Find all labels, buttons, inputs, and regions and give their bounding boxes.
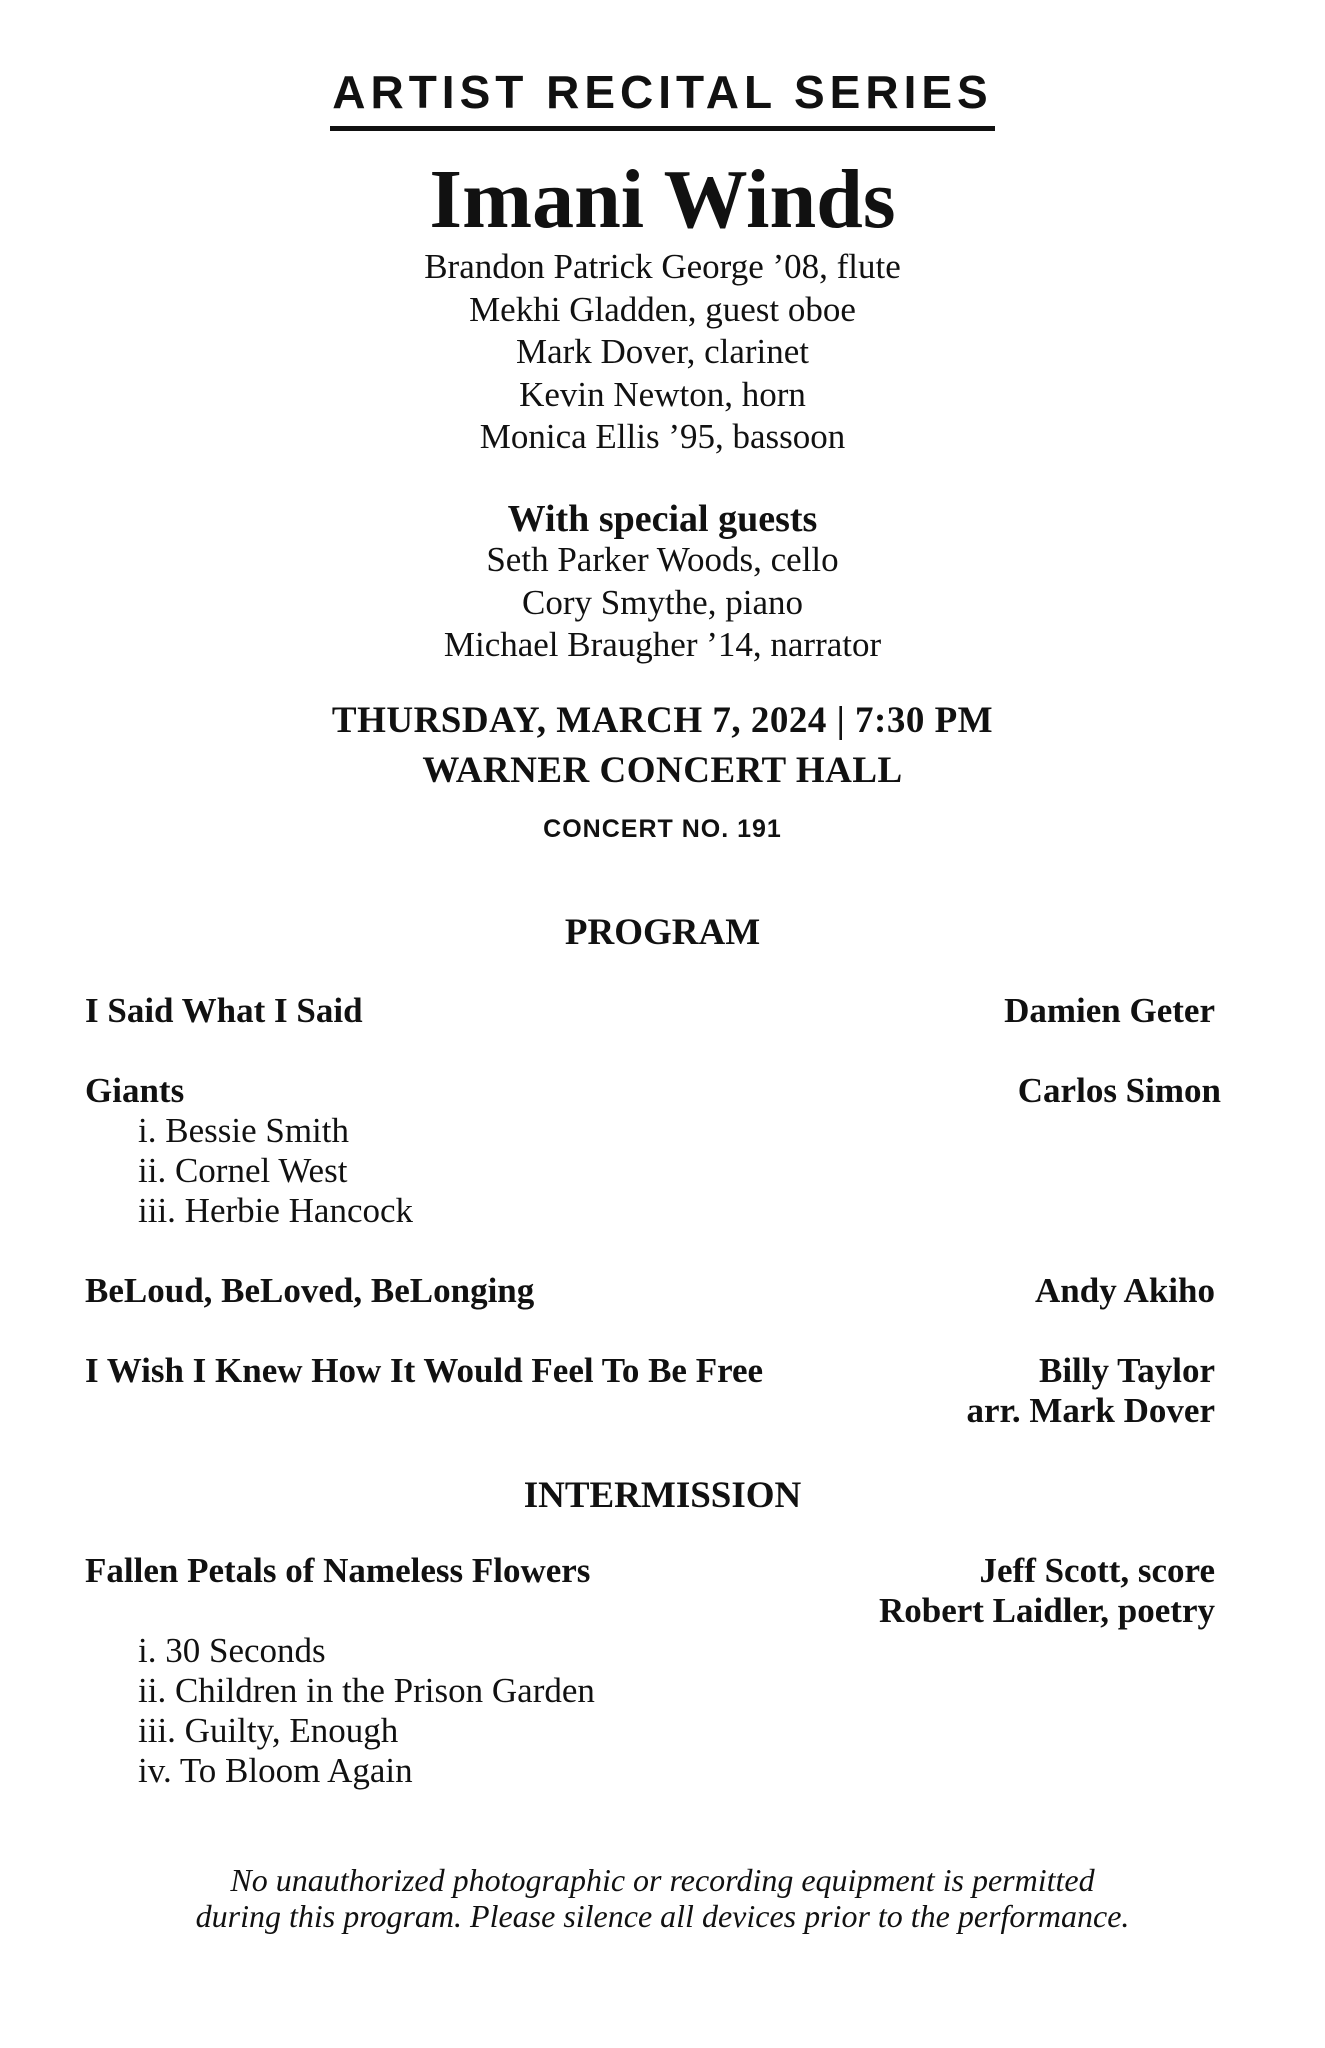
member-list xyxy=(0,246,1325,459)
member-item: Mekhi Gladden, guest oboe xyxy=(469,289,856,329)
notice-line: during this program. Please silence all devices prior to the performance. xyxy=(195,1898,1130,1934)
member-item: Mark Dover, clarinet xyxy=(515,332,810,371)
work-title: BeLoud, BeLoved, BeLonging xyxy=(85,1271,535,1310)
movement-item: iii. Herbie Hancock xyxy=(138,1191,414,1230)
composer-line: Billy Taylor xyxy=(1038,1351,1215,1390)
composer-line: Robert Laidler, poetry xyxy=(878,1591,1215,1630)
guest-item: Seth Parker Woods, cello xyxy=(486,540,839,579)
movement-item: ii. Children in the Prison Garden xyxy=(138,1671,595,1710)
event-date-time: THURSDAY, MARCH 7, 2024 | 7:30 PM xyxy=(331,700,994,741)
work-title: Giants xyxy=(85,1071,185,1110)
composer-line: Jeff Scott, score xyxy=(979,1551,1215,1590)
intermission-heading: INTERMISSION xyxy=(523,1475,802,1516)
program-heading: PROGRAM xyxy=(564,912,761,953)
member-item: Kevin Newton, horn xyxy=(519,374,806,414)
guest-item: Michael Braugher ’14, narrator xyxy=(443,625,882,664)
composer-line: arr. Mark Dover xyxy=(966,1391,1215,1430)
member-item: Monica Ellis ’95, bassoon xyxy=(479,417,846,456)
movement-item: i. Bessie Smith xyxy=(138,1111,349,1150)
work-composer xyxy=(1018,1071,1221,1111)
guests-heading: With special guests xyxy=(507,498,818,540)
work-composer xyxy=(1035,1271,1215,1311)
concert-number: CONCERT NO. 191 xyxy=(543,815,782,843)
recording-notice xyxy=(0,1862,1325,1934)
guest-item: Cory Smythe, piano xyxy=(522,582,803,622)
series-header xyxy=(0,62,1325,131)
work-composer xyxy=(967,1351,1216,1431)
member-item: Brandon Patrick George ’08, flute xyxy=(424,247,901,286)
work-title: I Wish I Knew How It Would Feel To Be Free xyxy=(85,1351,764,1390)
movement-item: ii. Cornel West xyxy=(138,1151,348,1190)
work-composer xyxy=(1004,991,1215,1031)
movement-list xyxy=(138,1111,413,1231)
movement-item: iv. To Bloom Again xyxy=(138,1751,413,1790)
work-composer xyxy=(879,1551,1215,1631)
movement-list xyxy=(138,1631,595,1791)
composer-line: Damien Geter xyxy=(1004,991,1215,1030)
notice-line: No unauthorized photographic or recording equipment is permitted xyxy=(230,1862,1095,1898)
event-venue: WARNER CONCERT HALL xyxy=(422,750,903,791)
guest-list xyxy=(0,539,1325,667)
movement-item: i. 30 Seconds xyxy=(138,1631,326,1670)
work-title: Fallen Petals of Nameless Flowers xyxy=(85,1551,591,1590)
movement-item: iii. Guilty, Enough xyxy=(138,1711,399,1750)
work-title: I Said What I Said xyxy=(85,991,363,1030)
composer-line: Andy Akiho xyxy=(1035,1271,1215,1310)
series-title: ARTIST RECITAL SERIES xyxy=(330,62,994,131)
composer-line: Carlos Simon xyxy=(1017,1071,1221,1110)
ensemble-name: Imani Winds xyxy=(429,153,896,246)
